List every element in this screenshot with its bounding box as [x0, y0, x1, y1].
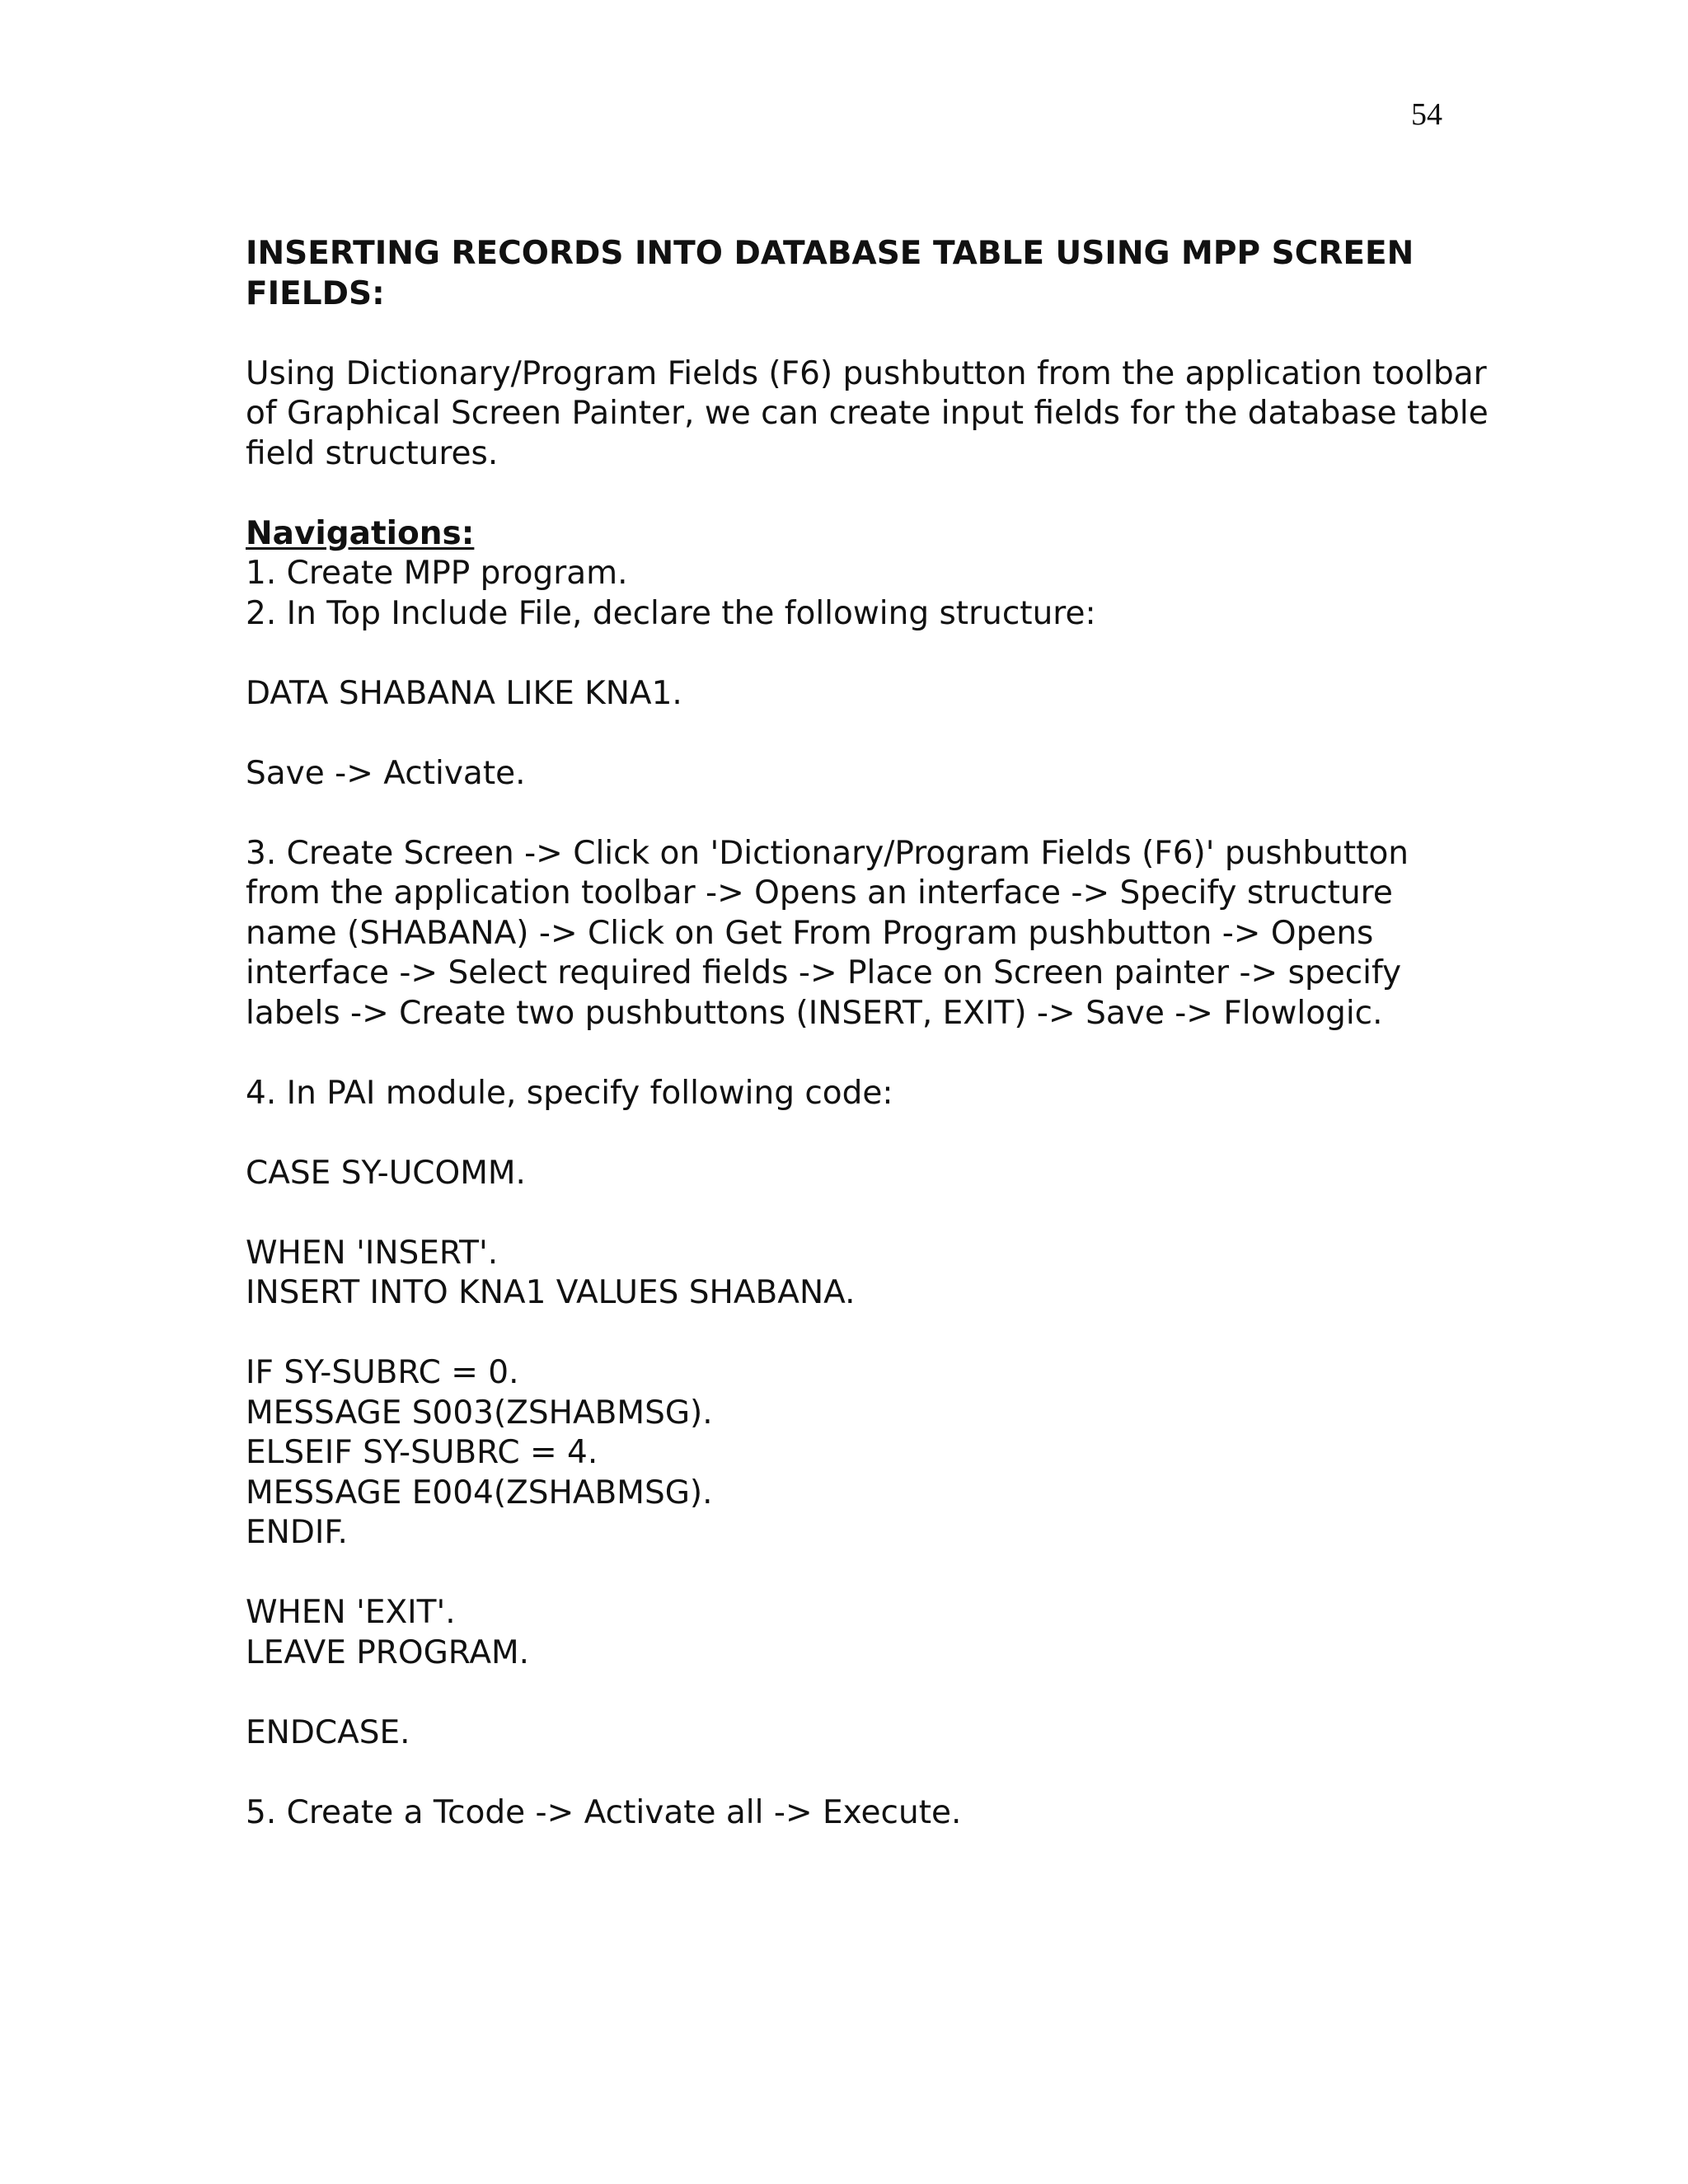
spacer: [246, 1554, 1564, 1594]
step-3-line: name (SHABANA) -> Click on Get From Program pushbutton -> Opens: [246, 914, 1374, 952]
intro-line: Using Dictionary/Program Fields (F6) pushbutton from the application toolbar: [246, 354, 1487, 392]
code-when-exit: WHEN 'EXIT'.: [246, 1594, 456, 1631]
data-statement: DATA SHABANA LIKE KNA1.: [246, 674, 682, 712]
step-3-line: interface -> Select required fields -> Place on Screen painter -> specify: [246, 954, 1402, 991]
intro-line: field structures.: [246, 434, 499, 472]
document-body: [246, 234, 1564, 1833]
code-if-line: MESSAGE S003(ZSHABMSG).: [246, 1394, 713, 1432]
code-if-line: IF SY-SUBRC = 0.: [246, 1354, 519, 1391]
page-number: 54: [1411, 97, 1442, 132]
step-2: 2. In Top Include File, declare the following structure:: [246, 594, 1096, 632]
section-heading-line-2: FIELDS:: [246, 274, 385, 312]
spacer: [246, 1314, 1564, 1354]
step-3-line: from the application toolbar -> Opens an interface -> Specify structure: [246, 874, 1393, 912]
navigations-heading: Navigations:: [246, 514, 475, 552]
spacer: [246, 1193, 1564, 1234]
step-5: 5. Create a Tcode -> Activate all -> Execute.: [246, 1793, 962, 1831]
step-4: 4. In PAI module, specify following code:: [246, 1074, 893, 1112]
code-if-line: ENDIF.: [246, 1514, 348, 1551]
step-3-line: labels -> Create two pushbuttons (INSERT, EXIT) -> Save -> Flowlogic.: [246, 994, 1383, 1032]
code-if-line: ELSEIF SY-SUBRC = 4.: [246, 1434, 598, 1471]
spacer: [246, 1673, 1564, 1713]
save-activate-text: Save -> Activate.: [246, 754, 526, 792]
spacer: [246, 794, 1564, 834]
spacer: [246, 1113, 1564, 1154]
code-case: CASE SY-UCOMM.: [246, 1154, 526, 1192]
code-leave-program: LEAVE PROGRAM.: [246, 1633, 530, 1671]
spacer: [246, 314, 1564, 354]
spacer: [246, 714, 1564, 754]
spacer: [246, 634, 1564, 674]
spacer: [246, 474, 1564, 514]
intro-line: of Graphical Screen Painter, we can create input fields for the database table: [246, 395, 1489, 432]
section-heading-line-1: INSERTING RECORDS INTO DATABASE TABLE USING MPP SCREEN: [246, 235, 1414, 272]
code-insert-statement: INSERT INTO KNA1 VALUES SHABANA.: [246, 1274, 856, 1311]
code-when-insert: WHEN 'INSERT'.: [246, 1234, 499, 1272]
step-3-line: 3. Create Screen -> Click on 'Dictionary/Program Fields (F6)' pushbutton: [246, 834, 1409, 872]
step-1: 1. Create MPP program.: [246, 555, 628, 592]
spacer: [246, 1753, 1564, 1793]
code-endcase: ENDCASE.: [246, 1713, 410, 1751]
code-if-line: MESSAGE E004(ZSHABMSG).: [246, 1474, 713, 1511]
spacer: [246, 1033, 1564, 1074]
